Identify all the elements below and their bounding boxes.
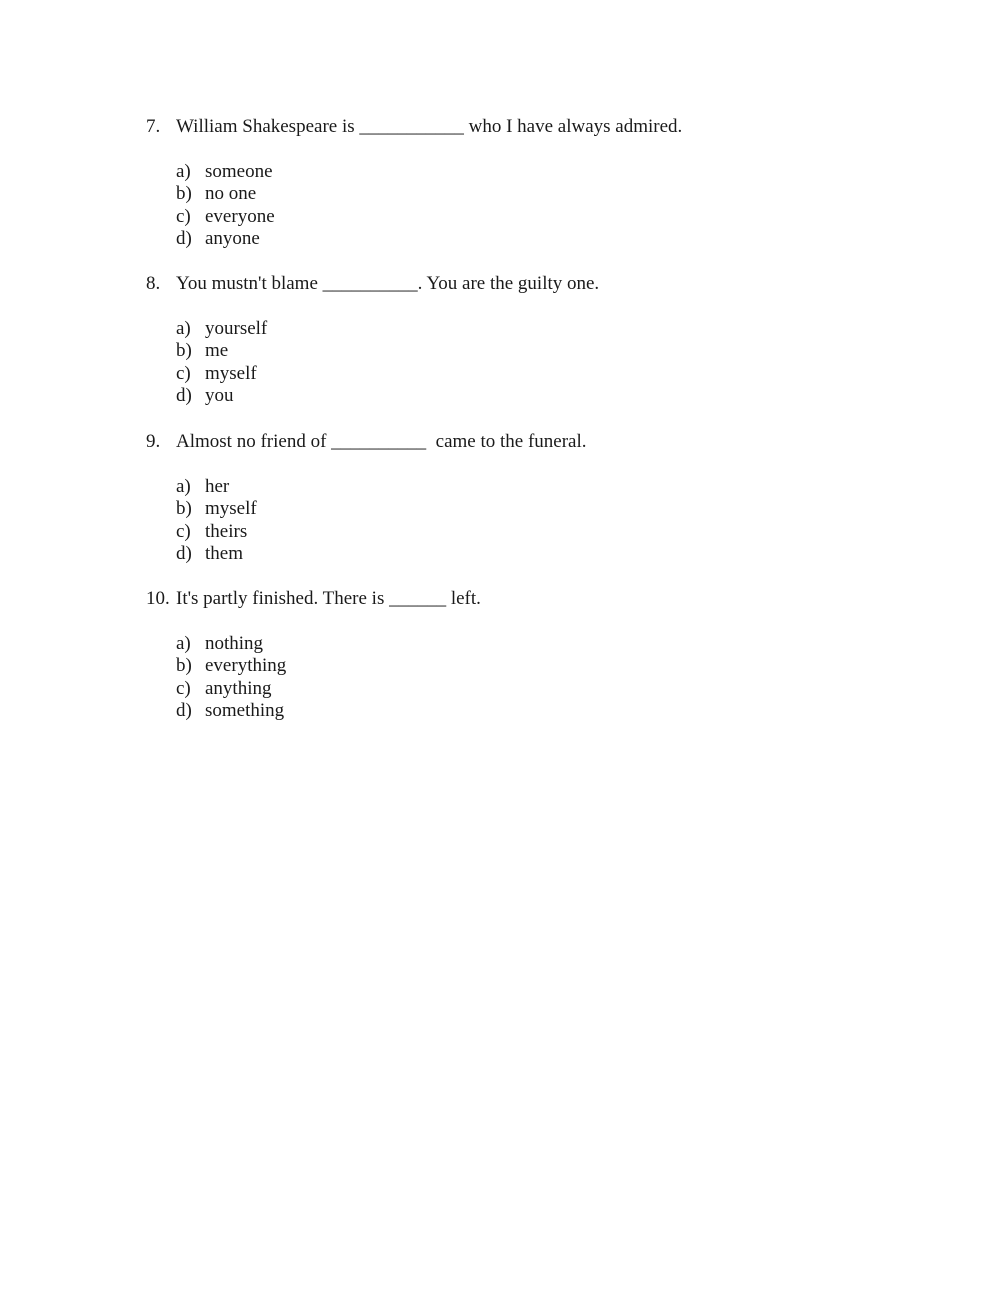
option-b[interactable]	[176, 183, 906, 206]
option-letter: d)	[176, 385, 192, 406]
option-letter: d)	[176, 228, 192, 249]
question-8	[146, 273, 906, 408]
option-letter: b)	[176, 498, 192, 519]
option-text: no one	[205, 183, 257, 204]
option-text: you	[205, 385, 234, 406]
option-d[interactable]	[176, 385, 906, 408]
option-text: her	[205, 475, 230, 497]
option-c[interactable]	[176, 521, 906, 544]
option-c[interactable]	[176, 206, 906, 229]
option-a[interactable]	[176, 318, 906, 341]
option-letter: a)	[176, 317, 191, 339]
option-text: someone	[205, 160, 273, 182]
question-text: William Shakespeare is ___________ who I have always admired.	[176, 116, 683, 137]
option-text: them	[205, 543, 243, 564]
option-letter: c)	[176, 362, 191, 384]
option-a[interactable]	[176, 476, 906, 499]
option-text: something	[205, 700, 285, 721]
option-text: myself	[205, 362, 257, 384]
option-letter: b)	[176, 183, 192, 204]
option-letter: c)	[176, 205, 191, 227]
option-list	[176, 318, 906, 408]
question-number: 10.	[146, 588, 170, 609]
option-d[interactable]	[176, 700, 906, 723]
question-10	[146, 588, 906, 723]
option-letter: a)	[176, 160, 191, 182]
option-letter: c)	[176, 677, 191, 699]
question-number: 8.	[146, 273, 161, 294]
option-letter: c)	[176, 520, 191, 542]
option-text: theirs	[205, 520, 248, 542]
option-text: everything	[205, 655, 287, 676]
option-c[interactable]	[176, 678, 906, 701]
option-text: anyone	[205, 228, 260, 249]
option-b[interactable]	[176, 498, 906, 521]
option-b[interactable]	[176, 655, 906, 678]
option-list	[176, 161, 906, 251]
option-d[interactable]	[176, 228, 906, 251]
option-letter: a)	[176, 632, 191, 654]
option-text: yourself	[205, 317, 268, 339]
question-number: 9.	[146, 431, 161, 452]
question-text: It's partly finished. There is ______ left.	[176, 588, 481, 609]
option-text: me	[205, 340, 229, 361]
option-c[interactable]	[176, 363, 906, 386]
option-d[interactable]	[176, 543, 906, 566]
option-list	[176, 476, 906, 566]
option-b[interactable]	[176, 340, 906, 363]
question-text: Almost no friend of __________ came to the funeral.	[176, 431, 587, 452]
question-stem	[146, 588, 906, 611]
option-a[interactable]	[176, 633, 906, 656]
option-text: anything	[205, 677, 272, 699]
question-number: 7.	[146, 116, 161, 137]
option-letter: b)	[176, 655, 192, 676]
question-stem	[146, 431, 906, 454]
question-text: You mustn't blame __________. You are the guilty one.	[176, 273, 600, 294]
option-letter: b)	[176, 340, 192, 361]
option-text: everyone	[205, 205, 275, 227]
question-7	[146, 116, 906, 251]
option-text: nothing	[205, 632, 264, 654]
option-text: myself	[205, 498, 257, 519]
option-letter: a)	[176, 475, 191, 497]
option-list	[176, 633, 906, 723]
question-9	[146, 431, 906, 566]
question-stem	[146, 273, 906, 296]
option-letter: d)	[176, 700, 192, 721]
option-a[interactable]	[176, 161, 906, 184]
question-stem	[146, 116, 906, 139]
option-letter: d)	[176, 543, 192, 564]
